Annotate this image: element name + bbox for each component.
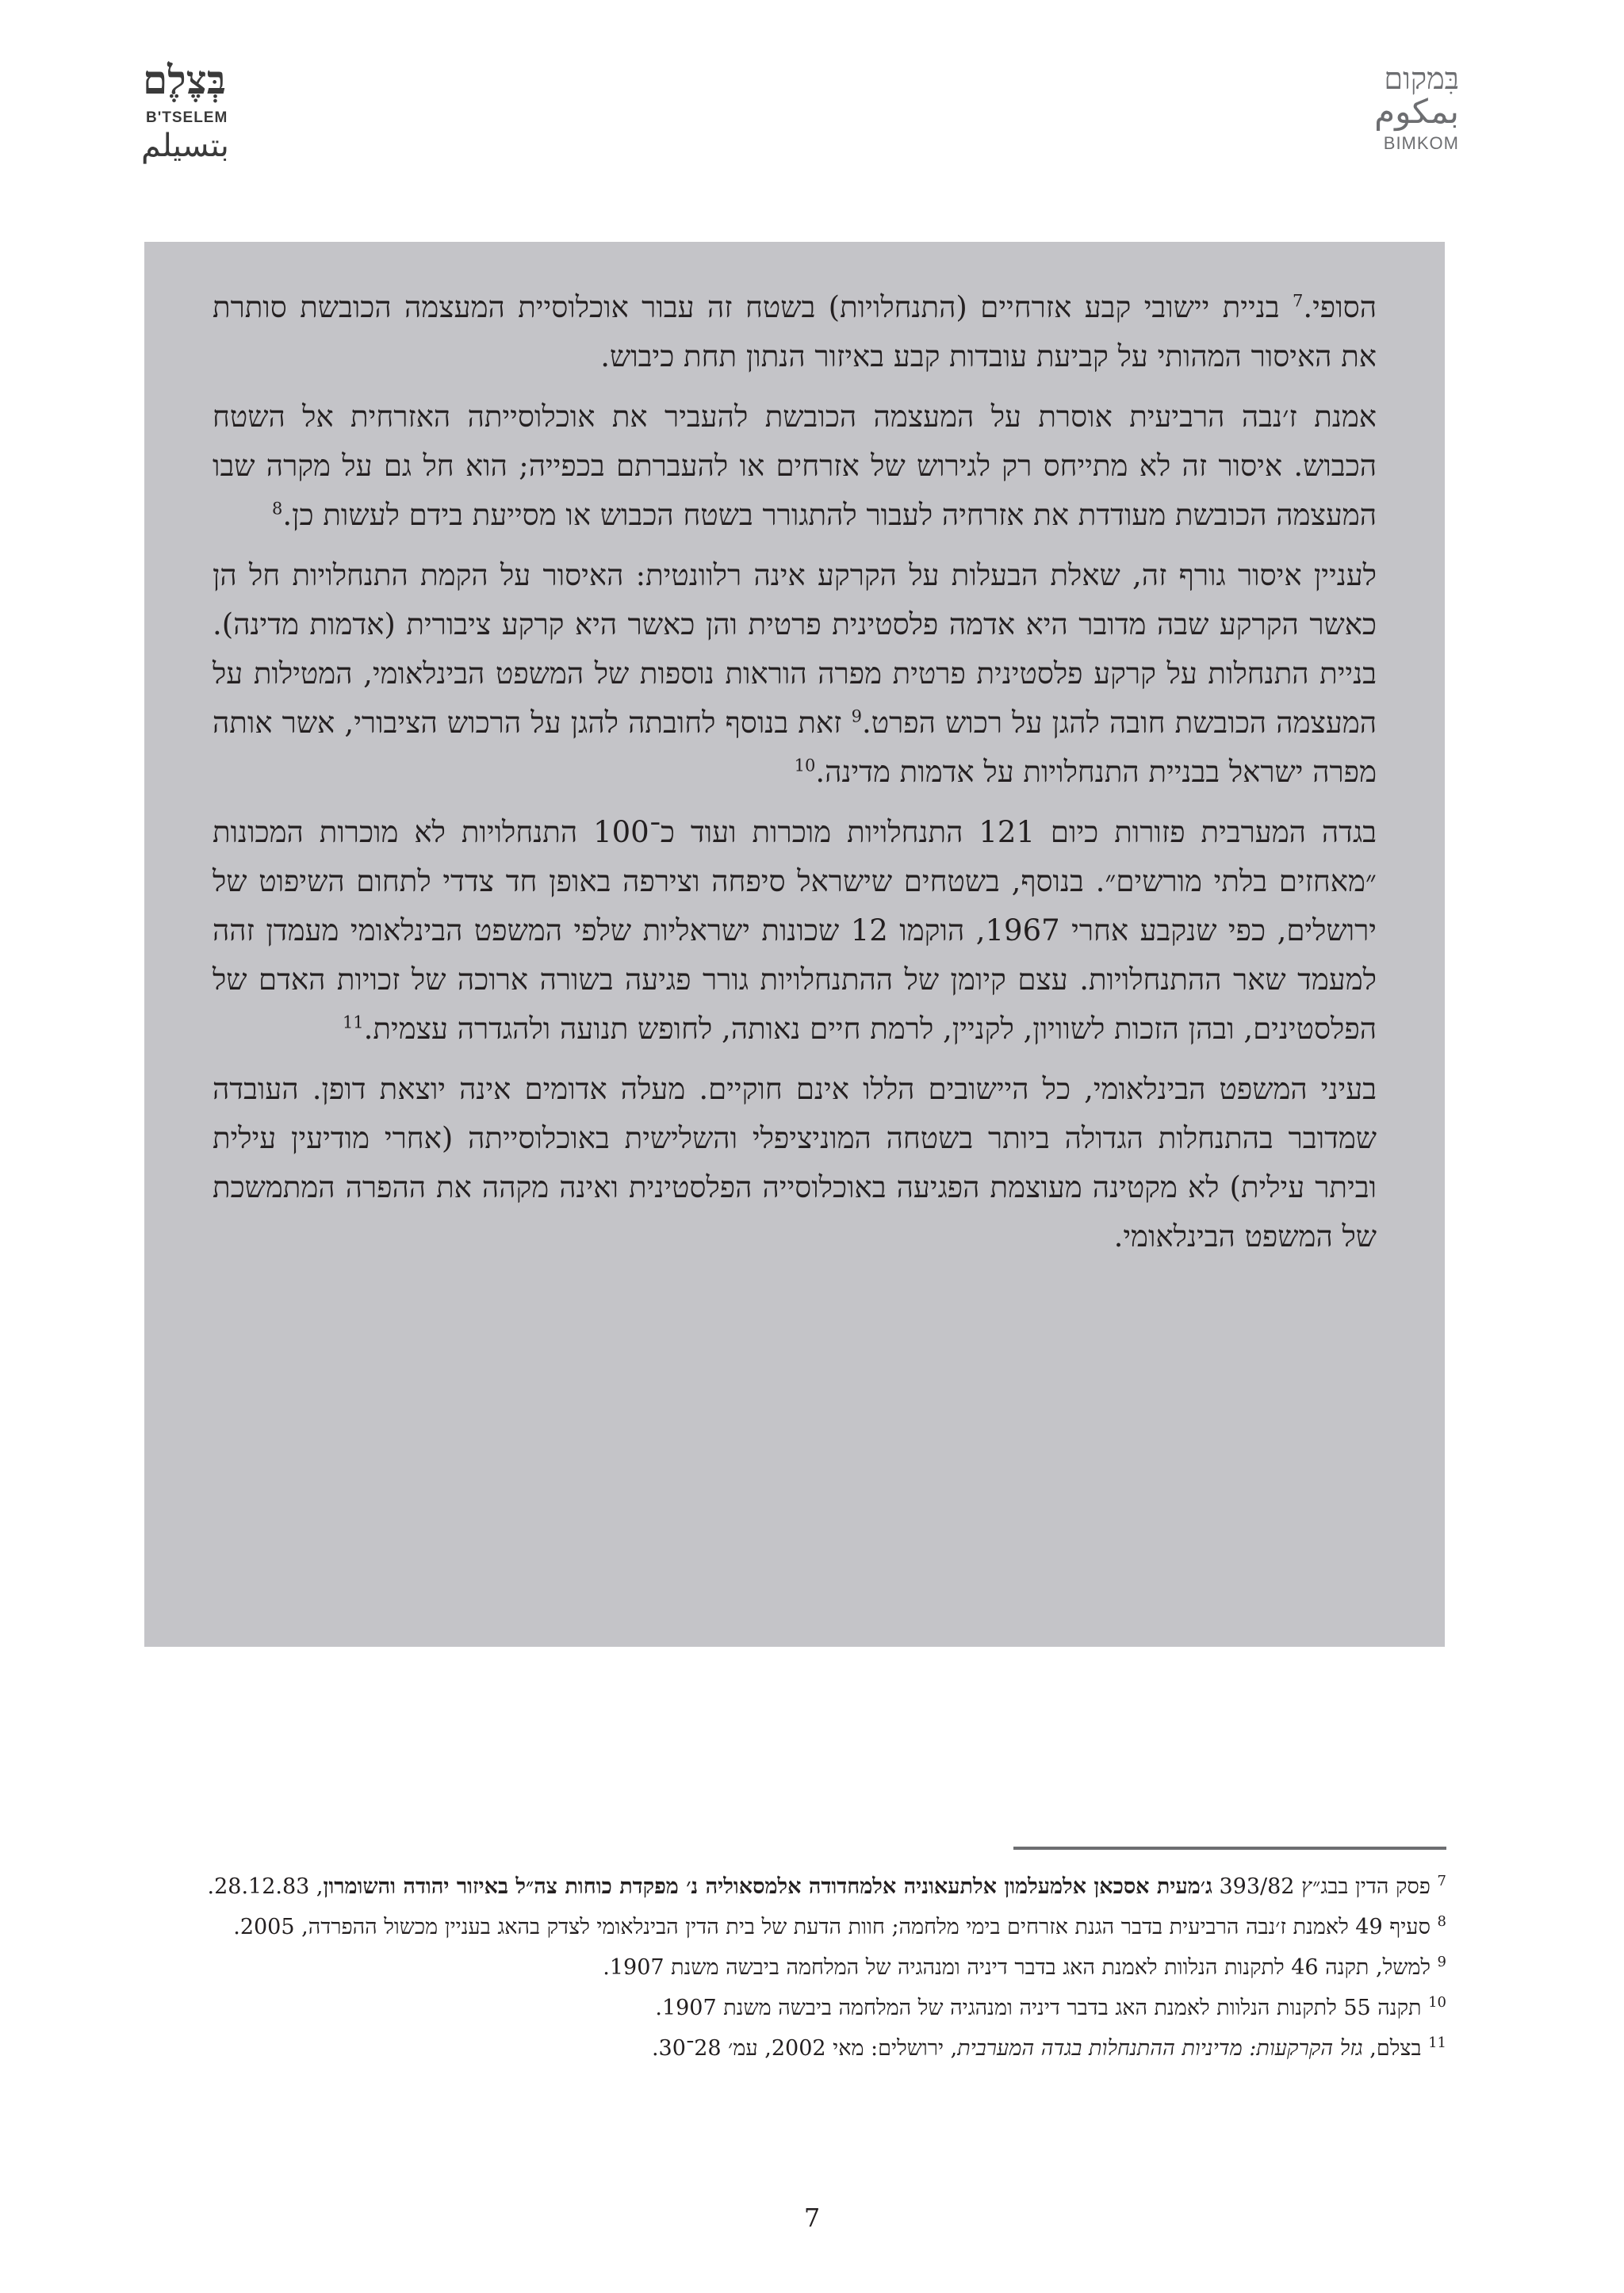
footnote-7 <box>143 1870 1446 1904</box>
paragraph-1 <box>213 283 1377 381</box>
publication-title: גזל הקרקעות: מדיניות ההתנחלות בגדה המערבית <box>957 2036 1363 2061</box>
footnote-text: למשל, תקנה 46 לתקנות הנלוות לאמנת האג בדבר דיניה ומנהגיה של המלחמה ביבשה משנת 1907. <box>603 1955 1431 1980</box>
footnote-9 <box>143 1950 1446 1985</box>
paragraph-4 <box>213 808 1377 1054</box>
footnote-text: פסק הדין בבג״ץ 393/82 <box>1212 1874 1431 1899</box>
footnote-ref-8: 8 <box>271 499 283 519</box>
footnote-number: 8 <box>1437 1913 1446 1930</box>
footnotes <box>143 1870 1446 2072</box>
paragraph-3-text: לעניין איסור גורף זה, שאלת הבעלות על הקרקע אינה רלוונטית: האיסור על הקמת התנחלויות חל הן כאשר הקרקע שבה מדובר היא אדמה פלסטינית פרטית והן כאשר היא קרקע ציבורית (אדמות מדינה). בניית התנחלות על קרקע פלסטינית פרטית מפרה הוראות נוספות של המשפט הבינלאומי, המטילות על המעצמה הכובשת חובה להגן על רכוש הפרט. <box>213 558 1377 740</box>
box-body <box>213 283 1377 1273</box>
paragraph-3 <box>213 551 1377 797</box>
paragraph-4-text: בגדה המערבית פזורות כיום 121 התנחלויות מוכרות ועוד כ־100 התנחלויות לא מוכרות המכונות ״מאחזים בלתי מורשים״. בנוסף, בשטחים שישראל סיפחה וצירפה באופן חד צדדי לתחום השיפוט של ירושלים, כפי שנקבע אחרי 1967, הוקמו 12 שכונות ישראליות שלפי המשפט הבינלאומי מעמדן זהה למעמד שאר ההתנחלויות. עצם קיומן של ההתנחלויות גורר פגיעה בשורה ארוכה של זכויות האדם של הפלסטינים, ובהן הזכות לשוויון, לקניין, לרמת חיים נאותה, לחופש תנועה ולהגדרה עצמית. <box>213 815 1377 1046</box>
paragraph-5 <box>213 1065 1377 1261</box>
footnote-number: 7 <box>1437 1873 1446 1889</box>
footnote-ref-7: 7 <box>1292 291 1304 311</box>
paragraph-2-text: אמנת ז׳נבה הרביעית אוסרת על המעצמה הכובשת להעביר את אוכלוסייתה האזרחית אל השטח הכבוש. איסור זה לא מתייחס רק לגירוש של אזרחים או להעברתם בכפייה; הוא חל גם על מקרה שבו המעצמה הכובשת מעודדת את אזרחיה לעבור להתגורר בשטח הכבוש או מסייעת בידם לעשות כן. <box>213 400 1377 532</box>
footnote-10 <box>143 1991 1446 2026</box>
grey-text-box <box>144 242 1445 1647</box>
paragraph-2 <box>213 392 1377 540</box>
bimkom-logo-english: BIMKOM <box>1383 133 1459 154</box>
footnote-divider <box>1013 1847 1446 1850</box>
page-number: 7 <box>803 2203 821 2233</box>
case-name: ג׳מעית אסכאן אלמעלמון אלתעאוניה אלמחדודה אלמסאוליה נ׳ מפקדת כוחות צה״ל באיזור יהודה והשומרון <box>323 1874 1212 1899</box>
paragraph-1-text: בניית יישובי קבע אזרחיים (התנחלויות) בשטח זה עבור אוכלוסיית המעצמה הכובשת סותרת את האיסור המהותי על קביעת עובדות קבע באיזור הנתון תחת כיבוש. <box>213 290 1377 373</box>
bimkom-logo-arabic: بمكوم <box>1374 92 1459 131</box>
footnote-text: , 28.12.83. <box>207 1874 324 1899</box>
footnote-8 <box>143 1910 1446 1945</box>
footnote-text: , ירושלים: מאי 2002, עמ׳ 28־30. <box>651 2036 958 2061</box>
footnote-ref-10: 10 <box>794 756 816 775</box>
footnote-text: בצלם, <box>1362 2036 1422 2061</box>
bimkom-logo-hebrew: בִּמקום <box>1384 61 1459 96</box>
btselem-logo-english: B'TSELEM <box>146 109 228 126</box>
paragraph-5-text: בעיני המשפט הבינלאומי, כל היישובים הללו אינם חוקיים. מעלה אדומים אינה יוצאת דופן. העובדה שמדובר בהתנחלות הגדולה ביותר בשטחה המוניציפלי והשלישית באוכלוסייתה (אחרי מודיעין עילית וביתר עילית) לא מקטינה מעוצמת הפגיעה באוכלוסייה הפלסטינית ואינה מקהה את ההפרה המתמשכת של המשפט הבינלאומי. <box>213 1072 1377 1254</box>
bimkom-logo <box>1348 63 1459 174</box>
footnote-number: 9 <box>1437 1954 1446 1970</box>
footnote-ref-9: 9 <box>851 706 862 726</box>
paragraph-3-text-2: זאת בנוסף לחובתה להגן על הרכוש הציבורי, אשר אותה מפרה ישראל בבניית התנחלויות על אדמות מדינה. <box>213 706 1377 789</box>
paragraph-1-lead: הסופי. <box>1303 290 1377 324</box>
footnote-text: תקנה 55 לתקנות הנלוות לאמנת האג בדבר דיניה ומנהגיה של המלחמה ביבשה משנת 1907. <box>655 1996 1422 2020</box>
btselem-logo-arabic: بتسيلم <box>141 128 229 164</box>
footnote-ref-11: 11 <box>342 1013 364 1032</box>
btselem-logo-hebrew: בְּצֶלֶם <box>143 56 226 103</box>
footnote-text: סעיף 49 לאמנת ז׳נבה הרביעית בדבר הגנת אזרחים בימי מלחמה; חוות הדעת של בית הדין הבינלאומי לצדק בהאג בעניין מכשול ההפרדה, 2005. <box>233 1915 1431 1939</box>
footnote-number: 10 <box>1428 1994 1446 2011</box>
footnote-number: 11 <box>1428 2035 1446 2051</box>
footnote-11 <box>143 2031 1446 2066</box>
btselem-logo <box>140 56 243 171</box>
